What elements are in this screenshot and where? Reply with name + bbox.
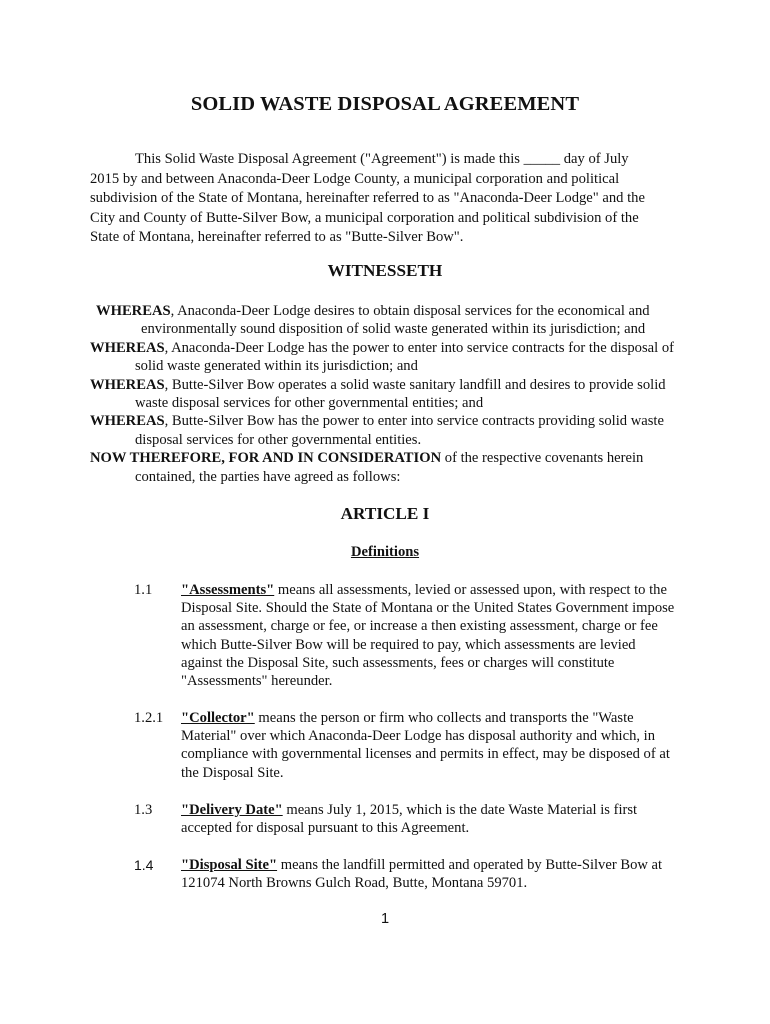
witnesseth-heading: WITNESSETH <box>327 261 443 280</box>
recital-lead: NOW THEREFORE, FOR AND IN CONSIDERATION <box>90 450 442 467</box>
intro-paragraph <box>90 150 690 248</box>
page-number: 1 <box>380 911 390 927</box>
recital-text: , Butte-Silver Bow has the power to enter into service contracts providing solid waste disposal services for other governmental entities. <box>135 413 664 448</box>
definition-item <box>134 801 679 837</box>
intro-line: subdivision of the State of Montana, hereinafter referred to as "Anaconda-Deer Lodge" and the <box>90 190 645 207</box>
definition-number: 1.4 <box>134 857 154 873</box>
intro-line: City and County of Butte-Silver Bow, a municipal corporation and political subdivision of the <box>90 209 639 226</box>
recital-lead: WHEREAS <box>90 413 165 430</box>
document-title: SOLID WASTE DISPOSAL AGREEMENT <box>190 93 580 115</box>
recital-item <box>90 376 690 413</box>
intro-line: This Solid Waste Disposal Agreement ("Agreement") is made this _____ day of July <box>135 151 629 167</box>
definition-text: means all assessments, levied or assessed upon, with respect to the Disposal Site. Should the State of Montana or the United States Government impose an assessment, charge or fee, or increase a then existing assessment, charge or fee which Butte-Silver Bow will be required to pay, which assessments are levied against the Disposal Site, such assessments, fees or charges will constitute "Assessments" hereunder. <box>181 582 675 690</box>
definition-text: means July 1, 2015, which is the date Waste Material is first accepted for disposal pursuant to this Agreement. <box>181 802 638 837</box>
recital-text: , Butte-Silver Bow operates a solid waste sanitary landfill and desires to provide solid waste disposal services for other governmental entities; and <box>135 376 666 412</box>
recital-lead: WHEREAS <box>90 376 165 393</box>
definition-number: 1.1 <box>134 582 153 598</box>
recitals <box>90 302 690 486</box>
recital-item <box>90 449 690 486</box>
recital-text: , Anaconda-Deer Lodge desires to obtain disposal services for the economical and environmentally sound disposition of solid waste generated within its jurisdiction; and <box>141 303 650 338</box>
definition-number: 1.2.1 <box>134 710 164 726</box>
recital-lead: WHEREAS <box>90 339 165 356</box>
definition-term: "Collector" <box>181 710 255 726</box>
definition-term: "Delivery Date" <box>181 802 283 818</box>
definition-number: 1.3 <box>134 802 153 818</box>
article-heading: ARTICLE I <box>340 504 430 523</box>
definition-item <box>134 709 679 782</box>
recital-item <box>90 302 690 339</box>
recital-item <box>90 412 690 449</box>
definitions-heading: Definitions <box>350 544 420 560</box>
definition-item <box>134 856 679 892</box>
intro-line: 2015 by and between Anaconda-Deer Lodge County, a municipal corporation and political <box>90 170 620 187</box>
definition-text: means the landfill permitted and operated by Butte-Silver Bow at 121074 North Browns Gulch Road, Butte, Montana 59701. <box>181 857 663 892</box>
recital-lead: WHEREAS <box>96 303 171 319</box>
definition-term: "Disposal Site" <box>181 857 278 873</box>
recital-text: , Anaconda-Deer Lodge has the power to enter into service contracts for the disposal of solid waste generated within its jurisdiction; and <box>135 339 674 375</box>
recital-item <box>90 339 690 376</box>
recital-text: of the respective covenants herein contained, the parties have agreed as follows: <box>135 450 644 485</box>
intro-line: State of Montana, hereinafter referred to as "Butte-Silver Bow". <box>90 229 464 246</box>
definition-term: "Assessments" <box>181 582 275 598</box>
definition-item <box>134 581 679 690</box>
definition-text: means the person or firm who collects and transports the "Waste Material" over which Anaconda-Deer Lodge has disposal authority and which, in compliance with governmental licenses and permits in effect, may be disposed of at the Disposal Site. <box>181 710 670 781</box>
